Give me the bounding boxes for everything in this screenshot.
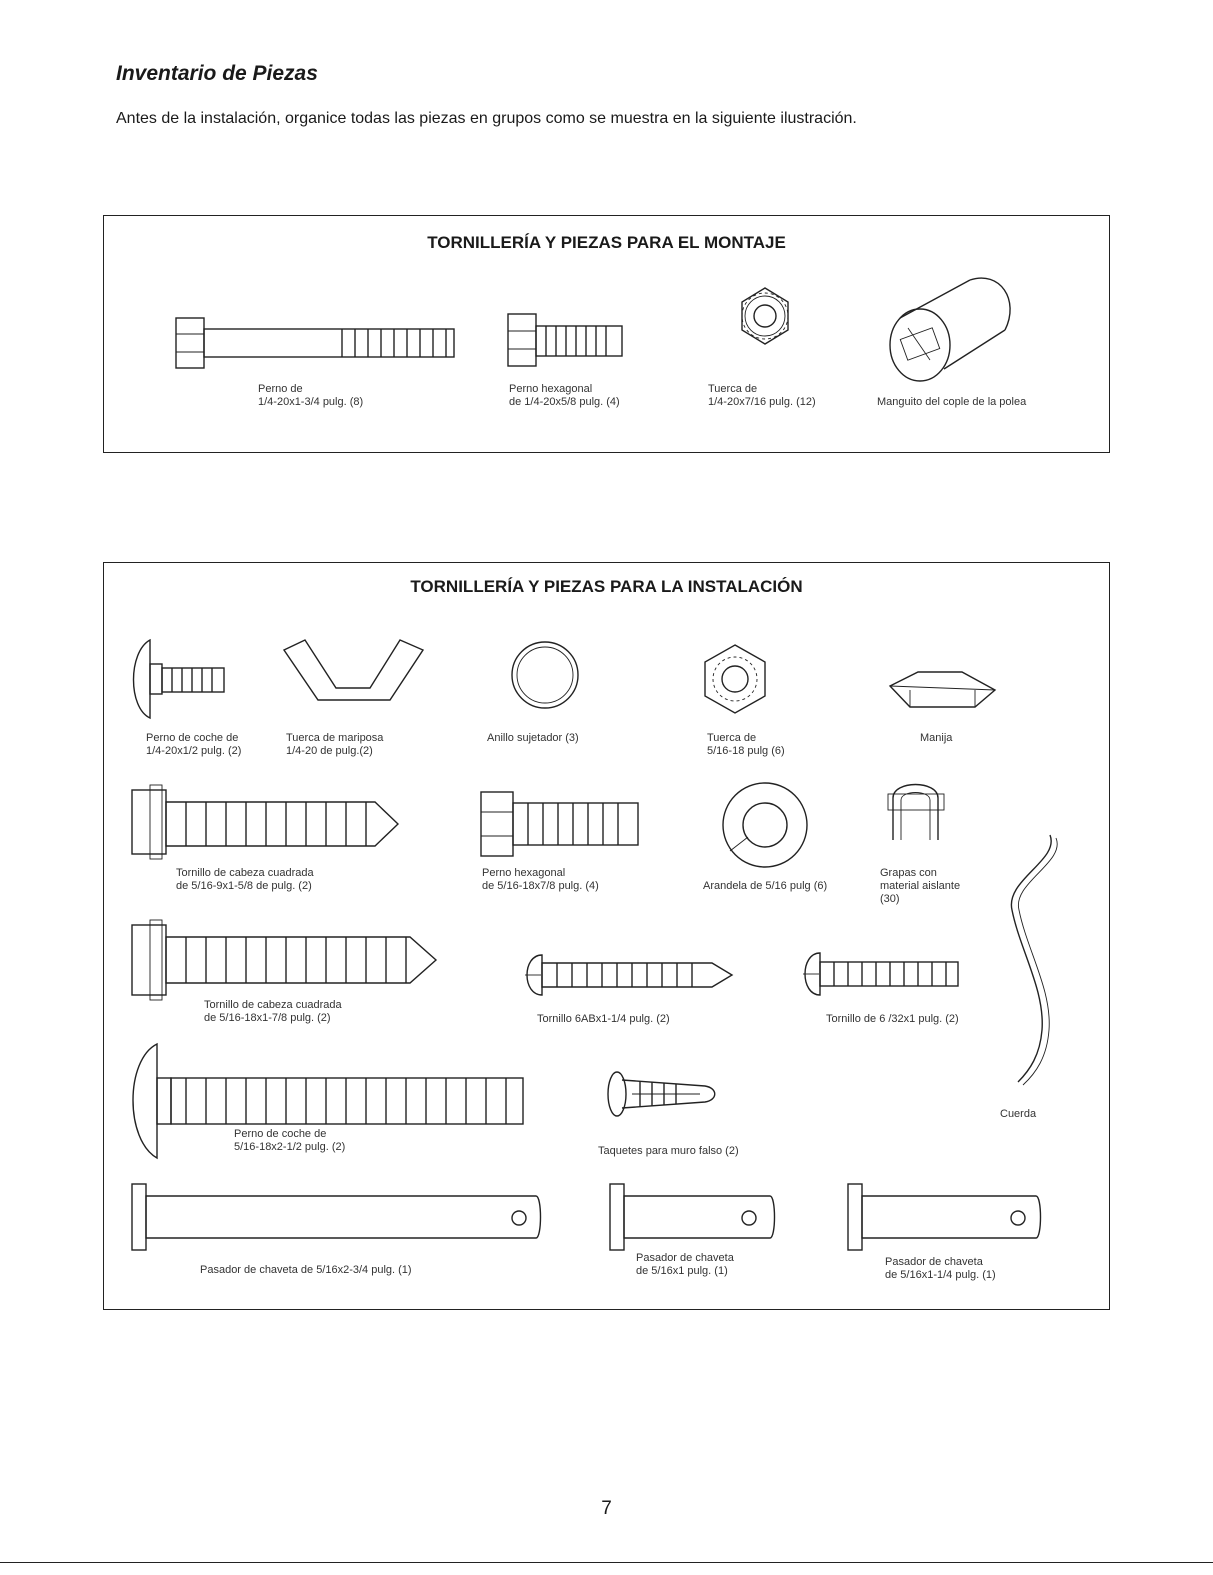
label-drywall-anchors: Taquetes para muro falso (2): [598, 1145, 739, 1157]
footer-rule: [0, 1562, 1213, 1563]
label-lock-washer: Arandela de 5/16 pulg (6): [703, 880, 828, 892]
label-lag-screw-large: Tornillo de cabeza cuadrada de 5/16-18x1-7/8 pulg. (2): [204, 999, 342, 1024]
mounting-hardware-panel: [103, 215, 1110, 453]
installation-heading: TORNILLERÍA Y PIEZAS PARA LA INSTALACIÓN: [410, 577, 803, 596]
label-retaining-ring: Anillo sujetador (3): [487, 732, 579, 744]
page-number: 7: [601, 1498, 612, 1519]
label-clevis-pin-long: Pasador de chaveta de 5/16x2-3/4 pulg. (1): [200, 1264, 412, 1276]
label-clevis-pin-1-1-4: Pasador de chaveta de 5/16x1-1/4 pulg. (1): [885, 1256, 996, 1281]
label-clevis-pin-1: Pasador de chaveta de 5/16x1 pulg. (1): [636, 1252, 734, 1277]
label-staples: Grapas con material aislante (30): [880, 867, 961, 905]
label-nut-5-16: Tuerca de 5/16-18 pulg (6): [707, 732, 785, 757]
page-title: Inventario de Piezas: [116, 62, 318, 85]
mount-label-sleeve: Manguito del cople de la polea: [877, 396, 1027, 408]
label-rope: Cuerda: [1000, 1108, 1037, 1120]
mount-label-hex-bolt: Perno hexagonal de 1/4-20x5/8 pulg. (4): [509, 383, 620, 408]
mount-label-nut: Tuerca de 1/4-20x7/16 pulg. (12): [708, 383, 816, 408]
label-hex-bolt-5-16: Perno hexagonal de 5/16-18x7/8 pulg. (4): [482, 867, 599, 892]
label-handle: Manija: [920, 732, 953, 744]
mount-label-bolt: Perno de 1/4-20x1-3/4 pulg. (8): [258, 383, 364, 408]
label-carriage-bolt-large: Perno de coche de 5/16-18x2-1/2 pulg. (2): [234, 1128, 346, 1153]
installation-hardware-panel: [103, 562, 1110, 1310]
intro-text: Antes de la instalación, organice todas las piezas en grupos como se muestra en la siguiente ilustración.: [116, 110, 857, 127]
label-carriage-bolt-small: Perno de coche de 1/4-20x1/2 pulg. (2): [146, 732, 242, 757]
label-screw-6-32: Tornillo de 6 /32x1 pulg. (2): [826, 1013, 959, 1025]
label-screw-6ab: Tornillo 6ABx1-1/4 pulg. (2): [537, 1013, 670, 1025]
label-lag-screw-small: Tornillo de cabeza cuadrada de 5/16-9x1-5/8 de pulg. (2): [176, 867, 314, 892]
label-wing-nut: Tuerca de mariposa 1/4-20 de pulg.(2): [286, 732, 384, 757]
mounting-heading: TORNILLERÍA Y PIEZAS PARA EL MONTAJE: [427, 233, 786, 252]
